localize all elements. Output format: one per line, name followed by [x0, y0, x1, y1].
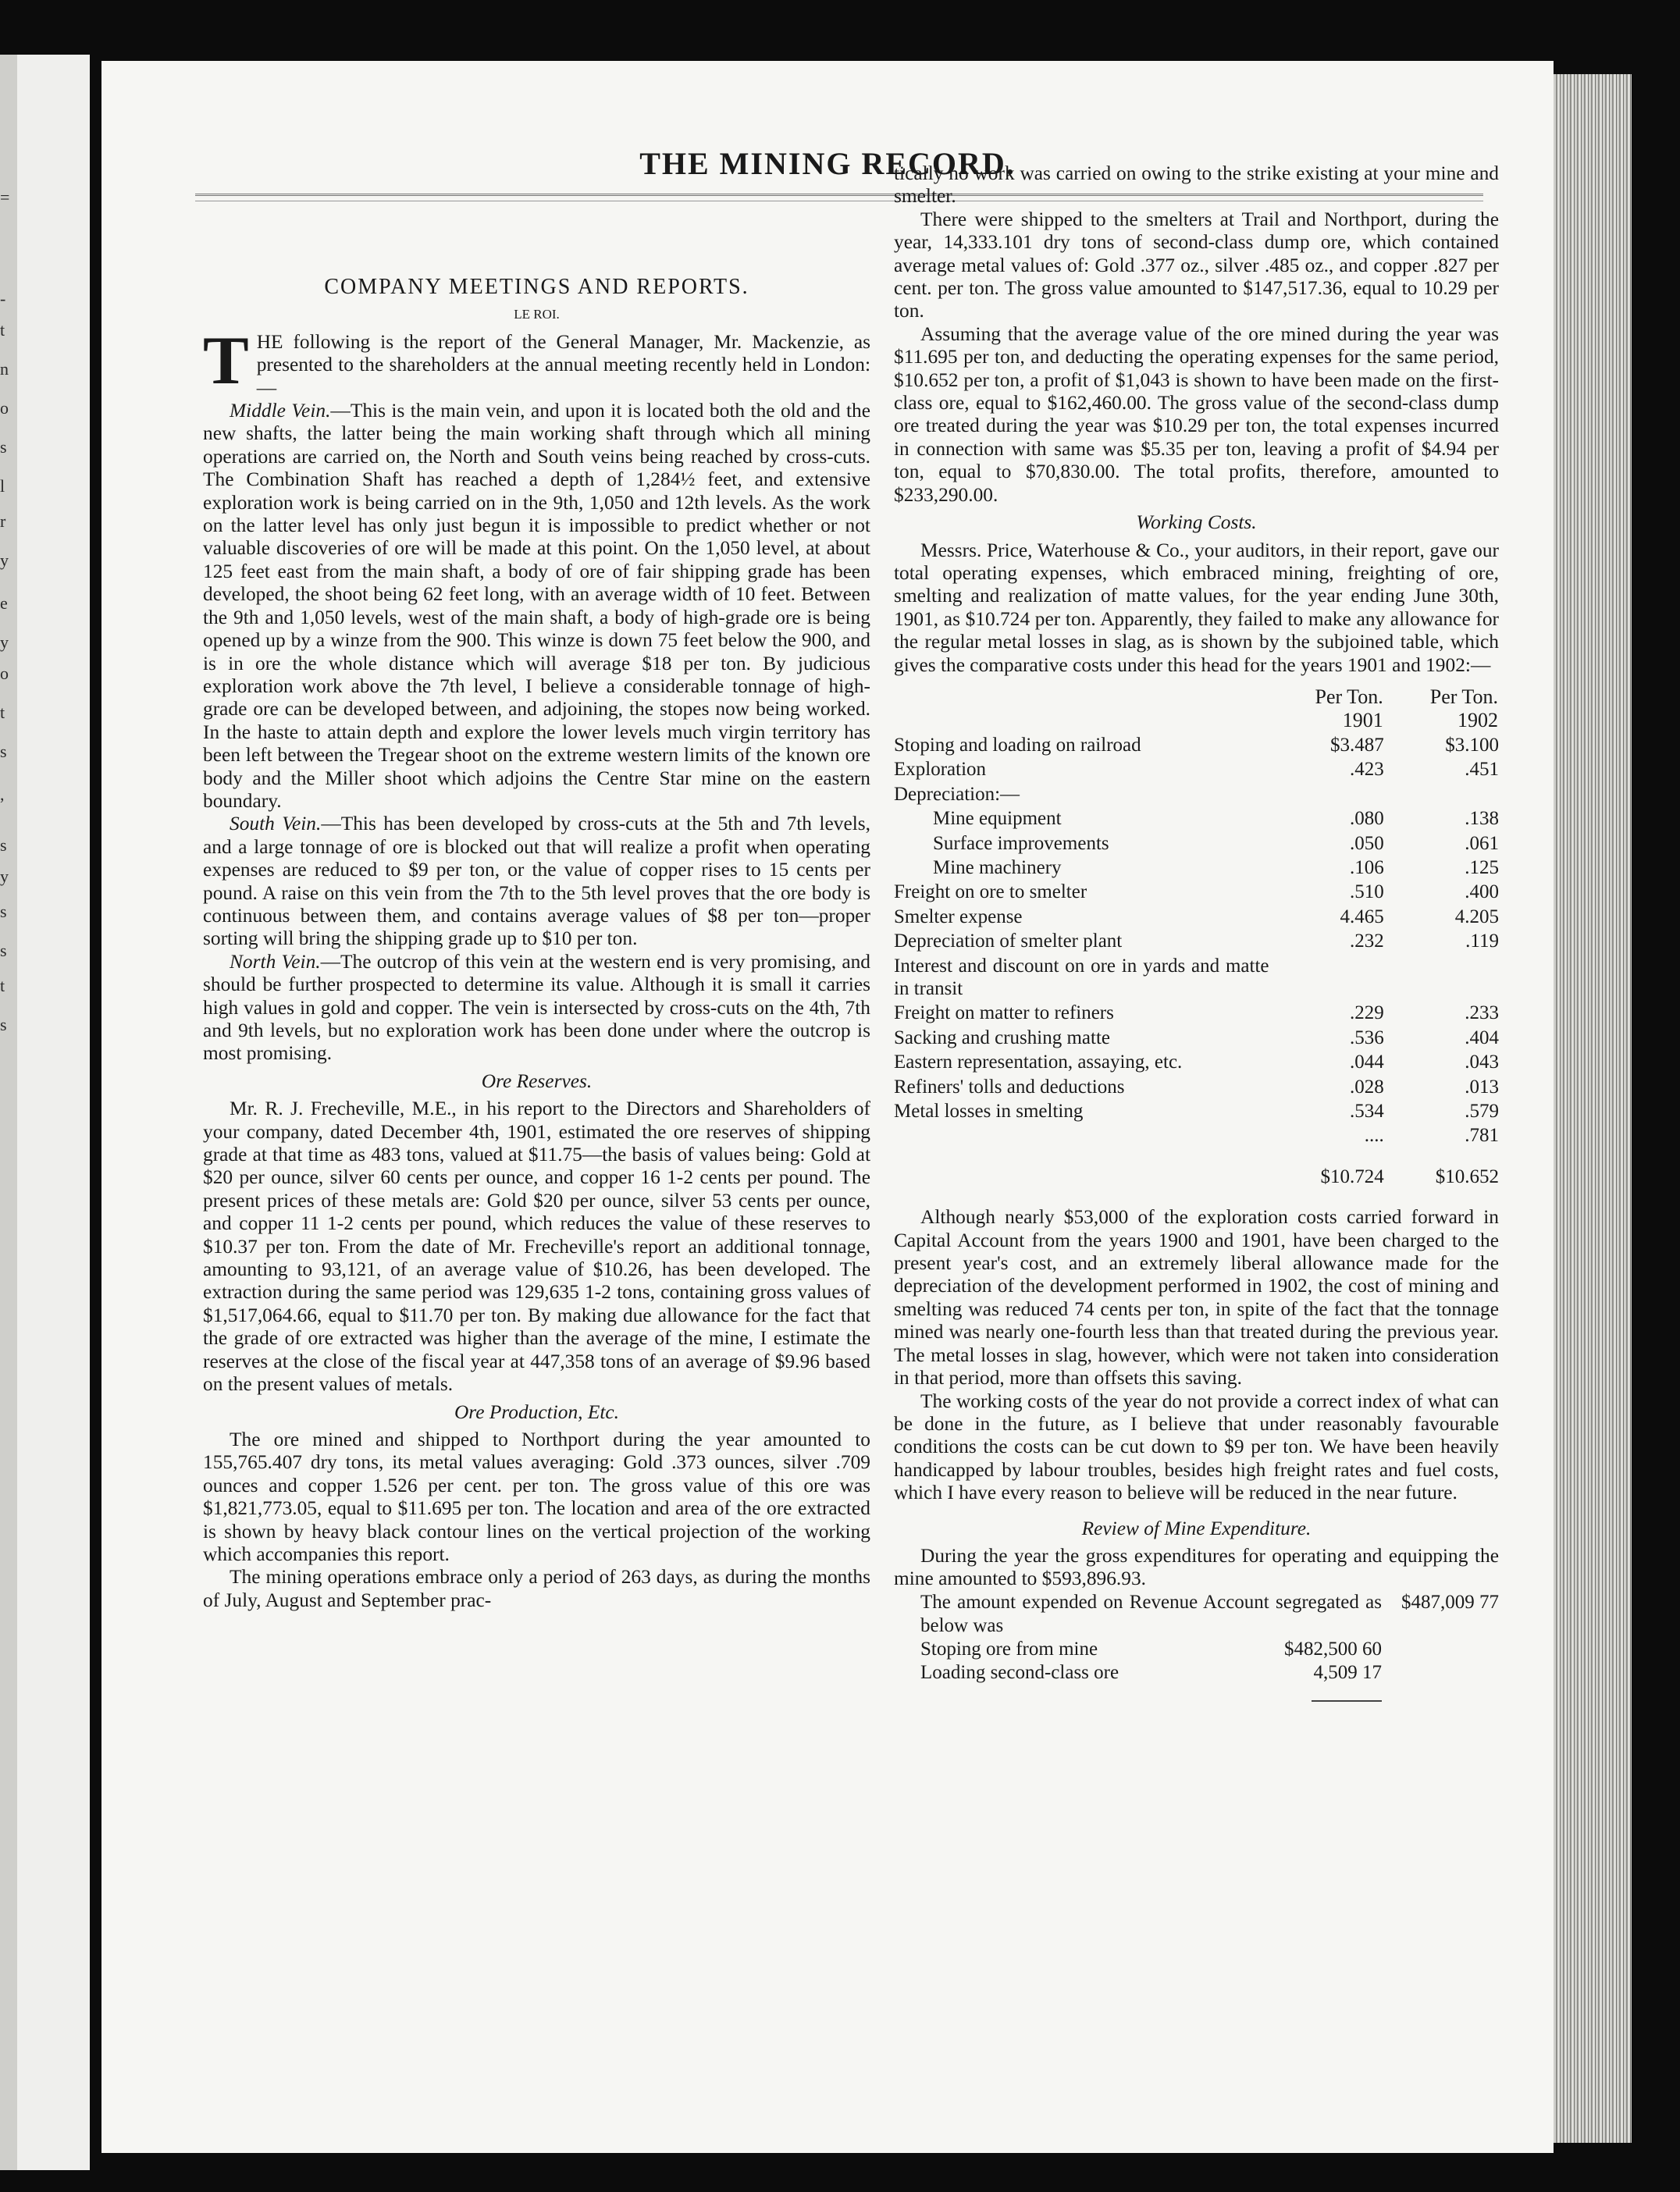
- south-vein-text: —This has been developed by cross-cuts at the 5th and 7th levels, and a large tonnage of ore is blocked out that will realize a profit when operating expenses are reduced to $9 per ton, or the value of copper rises to 15 cents per pound. A raise on this vein from the 7th to the 5th level proves that the ore body is continuous between them, and contains average values of $8 per ton—proper sorting will bring the shipping grade up to $10 per ton.: [203, 813, 870, 950]
- left-edge-char: ,: [0, 785, 5, 804]
- loading-line: [894, 1661, 1499, 1685]
- cost-1901: .106: [1350, 856, 1384, 878]
- cost-label: Depreciation:—: [894, 783, 1020, 805]
- running-head: THE MINING RECORD.: [639, 146, 1016, 181]
- ore-reserves-heading: Ore Reserves.: [481, 1069, 593, 1092]
- mining-operations-paragraph: The mining operations embrace only a period of 263 days, as during the months of July, August and September prac-: [203, 1566, 870, 1611]
- left-edge-char: l: [0, 476, 5, 496]
- cost-label: Mine machinery: [933, 856, 1062, 878]
- left-edge-char: s: [0, 941, 7, 960]
- table-row: [894, 831, 1499, 856]
- intro-paragraph: [203, 322, 870, 400]
- cost-1901: .050: [1350, 832, 1384, 854]
- stoping-line: [894, 1638, 1499, 1661]
- left-edge-char: e: [0, 593, 8, 613]
- table-row: [894, 905, 1499, 929]
- ore-reserves-paragraph: Mr. R. J. Frecheville, M.E., in his report to the Directors and Shareholders of your company, dated December 4th, 1901, estimated the ore reserves of shipping grade at that time as 483 tons, valued at $11.75—the basis of values being: Gold at $20 per ounce, silver 60 cents per ounce, and copper 16 1-2 cents per pound. The present prices of these metals are: Gold $20 per ounce, silver 53 cents per ounce, and copper 11 1-2 cents per pound, which reduces the value of these reserves to $10.37 per ton. From the date of Mr. Frecheville's report an additional tonnage, amounting to 93,121, of an average value of $10.26, has been developed. The extraction during the same period was 129,635 1-2 tons, containing gross values of $1,517,064.66, equal to $11.70 per ton. By making due allowance for the fact that the grade of ore extracted was higher than the average of the mine, I estimate the reserves at the close of the fiscal year at 447,358 tons of an average of $9.96 based on the present values of metals.: [203, 1098, 870, 1396]
- table-row: [894, 1123, 1499, 1148]
- working-costs-table: [894, 685, 1499, 1189]
- cost-1902: [1384, 954, 1499, 1002]
- cost-1901: .232: [1350, 931, 1384, 952]
- table-row: [894, 1026, 1499, 1050]
- cost-1902: .404: [1465, 1027, 1499, 1048]
- table-row: [894, 782, 1499, 806]
- revenue-account-line: [894, 1591, 1499, 1638]
- north-vein-heading: North Vein.: [230, 950, 321, 973]
- left-edge-char: y: [0, 866, 9, 886]
- cost-1901: .229: [1350, 1002, 1384, 1024]
- working-costs-heading: Working Costs.: [1136, 511, 1257, 534]
- cost-label: Refiners' tolls and deductions: [894, 1076, 1125, 1098]
- cost-1901: [1269, 782, 1384, 806]
- during-paragraph: During the year the gross expenditures for operating and equipping the mine amounted to $593,896.93.: [894, 1544, 1499, 1590]
- cost-label: Surface improvements: [933, 832, 1109, 854]
- cost-1901: .510: [1350, 881, 1384, 903]
- cost-label: Freight on ore to smelter: [894, 881, 1087, 903]
- sum-rule: [1312, 1700, 1382, 1702]
- left-edge-char: =: [0, 187, 10, 207]
- loading-label: Loading second-class ore: [920, 1661, 1119, 1683]
- total-1902: $10.652: [1435, 1165, 1499, 1187]
- stoping-value: $482,500 60: [1284, 1638, 1382, 1660]
- total-row: [894, 1148, 1499, 1189]
- cost-1902: .061: [1465, 832, 1499, 854]
- left-edge-char: s: [0, 742, 7, 761]
- cost-label: Interest and discount on ore in yards and matte in transit: [894, 955, 1269, 999]
- table-row: [894, 757, 1499, 781]
- cost-label: Mine equipment: [933, 808, 1062, 830]
- total-label: [894, 1148, 1269, 1189]
- cost-1902: 4.205: [1454, 906, 1499, 927]
- stoping-label: Stoping ore from mine: [920, 1638, 1098, 1660]
- right-column: [894, 162, 1499, 1708]
- cost-label: Stoping and loading on railroad: [894, 734, 1141, 756]
- col-1901-year: 1901: [1342, 708, 1383, 731]
- table-row: [894, 929, 1499, 953]
- loading-value: 4,509 17: [1313, 1661, 1382, 1683]
- cost-1902: .125: [1465, 856, 1499, 878]
- cost-1902: .013: [1465, 1076, 1499, 1098]
- shipped-paragraph: There were shipped to the smelters at Trail and Northport, during the year, 14,333.101 dry tons of second-class dump ore, which contained average metal values of: Gold .377 oz., silver .485 oz., and copper .827 per cent. per ton. The gross value amounted to $147,517.36, equal to 10.29 per ton.: [894, 208, 1499, 322]
- table-row: [894, 880, 1499, 904]
- working-costs-paragraph: The working costs of the year do not provide a correct index of what can be done in the future, as I believe that under reasonably favourable conditions the costs can be cut down to $9 per ton. We have been heavily handicapped by labour troubles, besides high freight rates and fuel costs, which I have every reason to believe will be reduced in the near future.: [894, 1390, 1499, 1504]
- left-edge-char: s: [0, 437, 7, 457]
- review-heading: Review of Mine Expenditure.: [1081, 1517, 1312, 1539]
- table-row: [894, 954, 1499, 1002]
- cost-label: Sacking and crushing matte: [894, 1027, 1111, 1048]
- col-1901-header: [1269, 685, 1384, 733]
- left-edge-char: y: [0, 550, 9, 570]
- table-row: [894, 1075, 1499, 1099]
- cost-1902: .781: [1465, 1125, 1499, 1147]
- total-1901: $10.724: [1320, 1165, 1384, 1187]
- table-row: [894, 1001, 1499, 1025]
- cost-1902: .400: [1465, 881, 1499, 903]
- left-edge-char: o: [0, 664, 9, 683]
- cost-label: Smelter expense: [894, 906, 1023, 927]
- cost-label: Freight on matter to refiners: [894, 1002, 1114, 1024]
- sum-rule-line: [894, 1685, 1499, 1708]
- table-header-label: [894, 685, 1269, 733]
- article-subtitle: LE ROI.: [514, 307, 560, 322]
- left-edge-char: t: [0, 703, 5, 722]
- col-1901-per-ton: Per Ton.: [1315, 685, 1383, 708]
- cost-1901: $3.487: [1330, 734, 1384, 756]
- col-1902-header: [1384, 685, 1499, 733]
- cost-label: [894, 1123, 1269, 1148]
- intro-text: HE following is the report of the General Manager, Mr. Mackenzie, as presented to the shareholders at the annual meeting recently held in London:—: [256, 330, 870, 399]
- table-row: [894, 806, 1499, 831]
- cost-1902: .233: [1465, 1002, 1499, 1024]
- middle-vein-text: —This is the main vein, and upon it is located both the old and the new shafts, the latter being the main working shaft through which all mining operations are carried on, the North and South veins being reached by cross-cuts. The Combination Shaft has reached a depth of 1,284½ feet, and extensive exploration work is being carried on in the 9th, 1,050 and 12th levels. As the work on the latter level has only just begun it is impossible to predict whether or not valuable discoveries of ore will be made at this point. On the 1,050 level, at about 125 feet east from the main shaft, a body of ore of fair shipping grade has been developed, the shoot being 62 feet long, with an average width of 10 feet. Between the 9th and 1,050 levels, west of the main shaft, a body of high-grade ore is being opened up by a winze from the 900. This winze is down 75 feet below the 900, and is in ore the whole distance which will average $18 per ton. By judicious exploration work above the 7th level, I believe a considerable tonnage of high-grade ore can be developed between, and adjoining, the stopes now being worked. In the haste to attain depth and explore the lower levels much virgin territory has been left between the Tregear shoot on the extreme western limits of the known ore body and the Miller shoot which adjoins the Centre Star mine on the eastern boundary.: [203, 400, 870, 812]
- left-edge-char: y: [0, 632, 9, 652]
- cost-label: Metal losses in smelting: [894, 1101, 1084, 1123]
- ore-production-heading: Ore Production, Etc.: [454, 1400, 620, 1423]
- middle-vein-heading: Middle Vein.: [230, 400, 331, 422]
- left-edge-char: o: [0, 398, 9, 418]
- south-vein-paragraph: [203, 813, 870, 950]
- cost-label: Depreciation of smelter plant: [894, 931, 1123, 952]
- cost-1901: .423: [1350, 759, 1384, 781]
- cost-1901: .044: [1350, 1052, 1384, 1073]
- table-row: [894, 733, 1499, 757]
- left-edge-char: r: [0, 511, 6, 531]
- cost-1901: 4.465: [1340, 906, 1384, 927]
- revenue-account-label: The amount expended on Revenue Account segregated as below was: [920, 1591, 1382, 1636]
- cost-label: Eastern representation, assaying, etc.: [894, 1052, 1183, 1073]
- north-vein-text: —The outcrop of this vein at the western end is very promising, and should be further prospected to determine its value. Although it is small it carries high values in gold and copper. The vein is intersected by cross-cuts on the 4th, 7th and 9th levels, but no exploration work has been done under where the outcrop is most promising.: [203, 950, 870, 1065]
- south-vein-heading: South Vein.: [230, 813, 322, 835]
- cost-1902: .043: [1465, 1052, 1499, 1073]
- cost-1901: .080: [1350, 808, 1384, 830]
- left-edge-char: s: [0, 1015, 7, 1034]
- cost-label: Exploration: [894, 759, 987, 781]
- cost-1901: .028: [1350, 1076, 1384, 1098]
- cost-1902: .119: [1465, 931, 1499, 952]
- although-paragraph: Although nearly $53,000 of the exploration costs carried forward in Capital Account from the years 1900 and 1901, have been charged to the present year's cost, and an extremely liberal allowance made for the depreciation of the development performed in 1902, the cost of mining and smelting was reduced 74 cents per ton, in spite of the fact that the tonnage mined was nearly one-fourth less than that treated during the previous year. The metal losses in slag, however, which were not taken into consideration in that period, more than offsets this saving.: [894, 1206, 1499, 1390]
- left-page-fragment: [0, 55, 90, 2170]
- cost-rows: [894, 733, 1499, 1148]
- continuation-paragraph: tically no work was carried on owing to the strike existing at your mine and smelter.: [894, 162, 1499, 208]
- cost-1902: .579: [1465, 1101, 1499, 1123]
- middle-vein-paragraph: [203, 400, 870, 813]
- col-1902-per-ton: Per Ton.: [1429, 685, 1498, 708]
- cost-1901: [1269, 954, 1384, 1002]
- cost-1901: ....: [1364, 1125, 1384, 1147]
- drop-cap: T: [203, 322, 249, 399]
- cost-1902: $3.100: [1445, 734, 1499, 756]
- table-row: [894, 1050, 1499, 1074]
- left-edge-char: s: [0, 902, 7, 921]
- book-page-edges: [1554, 74, 1632, 2143]
- left-edge-char: t: [0, 976, 5, 995]
- cost-1902: .451: [1465, 759, 1499, 781]
- assuming-paragraph: Assuming that the average value of the ore mined during the year was $11.695 per ton, and deducting the operating expenses for the same period, $10.652 per ton, a profit of $1,043 is shown to have been made on the first-class ore, equal to $162,460.00. The gross value of the second-class dump ore treated during the year was $10.29 per ton, the total expenses incurred in connection with same was $5.35 per ton, leaving a profit of $4.94 per ton, equal to $70,830.00. The total profits, therefore, amounted to $233,290.00.: [894, 322, 1499, 506]
- cost-1901: .534: [1350, 1101, 1384, 1123]
- left-edge-char: t: [0, 320, 5, 340]
- document-page: [101, 61, 1554, 2153]
- cost-1902: .138: [1465, 808, 1499, 830]
- left-edge-char: s: [0, 835, 7, 855]
- table-row: [894, 856, 1499, 880]
- revenue-account-total: $487,009 77: [1401, 1591, 1499, 1613]
- left-column: [203, 201, 870, 1612]
- cost-1902: [1384, 782, 1499, 806]
- ore-production-paragraph: The ore mined and shipped to Northport during the year amounted to 155,765.407 dry tons, its metal values averaging: Gold .373 ounces, silver .709 ounces and copper 1.526 per cent. per ton. The gross value of this ore was $1,821,773.05, equal to $11.695 per ton. The location and area of the ore extracted is shown by heavy black contour lines on the vertical projection of the working which accompanies this report.: [203, 1428, 870, 1565]
- left-edge-char: n: [0, 359, 9, 379]
- cost-1901: .536: [1350, 1027, 1384, 1048]
- col-1902-year: 1902: [1458, 708, 1498, 731]
- table-row: [894, 1099, 1499, 1123]
- north-vein-paragraph: [203, 951, 870, 1066]
- auditors-paragraph: Messrs. Price, Waterhouse & Co., your auditors, in their report, gave our total operating expenses, which embraced mining, freighting of ore, smelting and realization of matte values, for the year ending June 30th, 1901, as $10.724 per ton. Apparently, they failed to make any allowance for the regular metal losses in slag, as is shown by the subjoined table, which gives the comparative costs under this head for the years 1901 and 1902:—: [894, 539, 1499, 676]
- section-title: COMPANY MEETINGS AND REPORTS.: [324, 275, 749, 299]
- left-edge-char: -: [0, 289, 6, 308]
